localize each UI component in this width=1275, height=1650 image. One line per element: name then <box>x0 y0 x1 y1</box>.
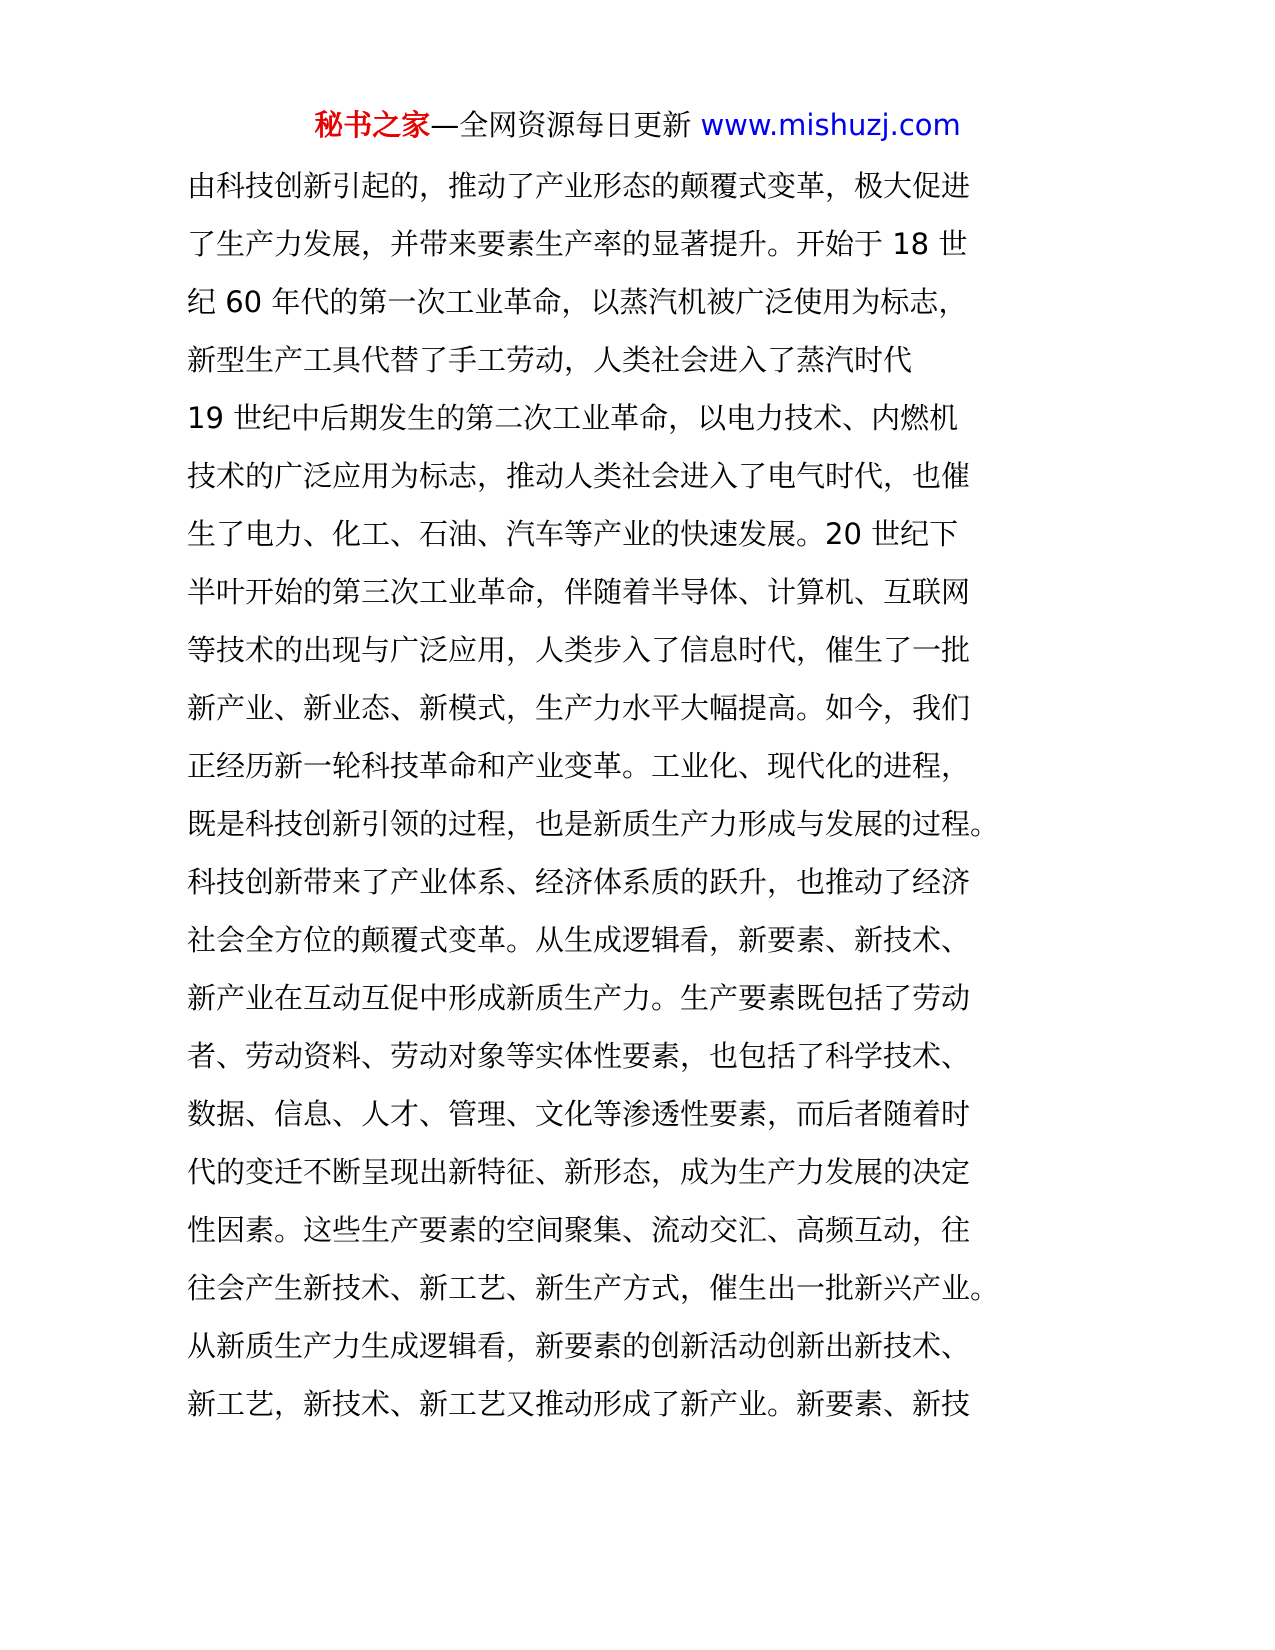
text-line: 新型生产工具代替了手工劳动，人类社会进入了蒸汽时代 <box>187 343 913 377</box>
brand-name: 秘书之家 <box>314 108 431 142</box>
text-line: 等技术的出现与广泛应用，人类步入了信息时代，催生了一批 <box>187 633 971 667</box>
text-line: 半叶开始的第三次工业革命，伴随着半导体、计算机、互联网 <box>187 575 971 609</box>
text-line: 生了电力、化工、石油、汽车等产业的快速发展。20 世纪下 <box>187 517 959 551</box>
text-line: 往会产生新技术、新工艺、新生产方式，催生出一批新兴产业。 <box>187 1271 1000 1305</box>
text-line: 新工艺，新技术、新工艺又推动形成了新产业。新要素、新技 <box>187 1387 971 1421</box>
text-line: 正经历新一轮科技革命和产业变革。工业化、现代化的进程， <box>187 749 971 783</box>
text-line: 19 世纪中后期发生的第二次工业革命，以电力技术、内燃机 <box>187 401 959 435</box>
text-line: 新产业、新业态、新模式，生产力水平大幅提高。如今，我们 <box>187 691 971 725</box>
text-line: 社会全方位的颠覆式变革。从生成逻辑看，新要素、新技术、 <box>187 923 971 957</box>
text-line: 科技创新带来了产业体系、经济体系质的跃升，也推动了经济 <box>187 865 971 899</box>
text-line: 性因素。这些生产要素的空间聚集、流动交汇、高频互动，往 <box>187 1213 971 1247</box>
text-line: 代的变迁不断呈现出新特征、新形态，成为生产力发展的决定 <box>187 1155 971 1189</box>
header-tagline: —全网资源每日更新 <box>430 108 692 142</box>
text-line: 新产业在互动互促中形成新质生产力。生产要素既包括了劳动 <box>187 981 971 1015</box>
page-header <box>0 100 1275 150</box>
text-line: 既是科技创新引领的过程，也是新质生产力形成与发展的过程。 <box>187 807 1000 841</box>
text-line: 者、劳动资料、劳动对象等实体性要素，也包括了科学技术、 <box>187 1039 971 1073</box>
site-url-link[interactable]: www.mishuzj.com <box>700 108 961 142</box>
text-line: 由科技创新引起的，推动了产业形态的颠覆式变革，极大促进 <box>187 169 971 203</box>
text-line: 从新质生产力生成逻辑看，新要素的创新活动创新出新技术、 <box>187 1329 971 1363</box>
text-line: 纪 60 年代的第一次工业革命，以蒸汽机被广泛使用为标志， <box>187 285 968 319</box>
text-line: 数据、信息、人才、管理、文化等渗透性要素，而后者随着时 <box>187 1097 971 1131</box>
text-line: 了生产力发展，并带来要素生产率的显著提升。开始于 18 世 <box>187 227 968 261</box>
text-line: 技术的广泛应用为标志，推动人类社会进入了电气时代，也催 <box>187 459 971 493</box>
body-paragraph <box>187 157 1087 1433</box>
